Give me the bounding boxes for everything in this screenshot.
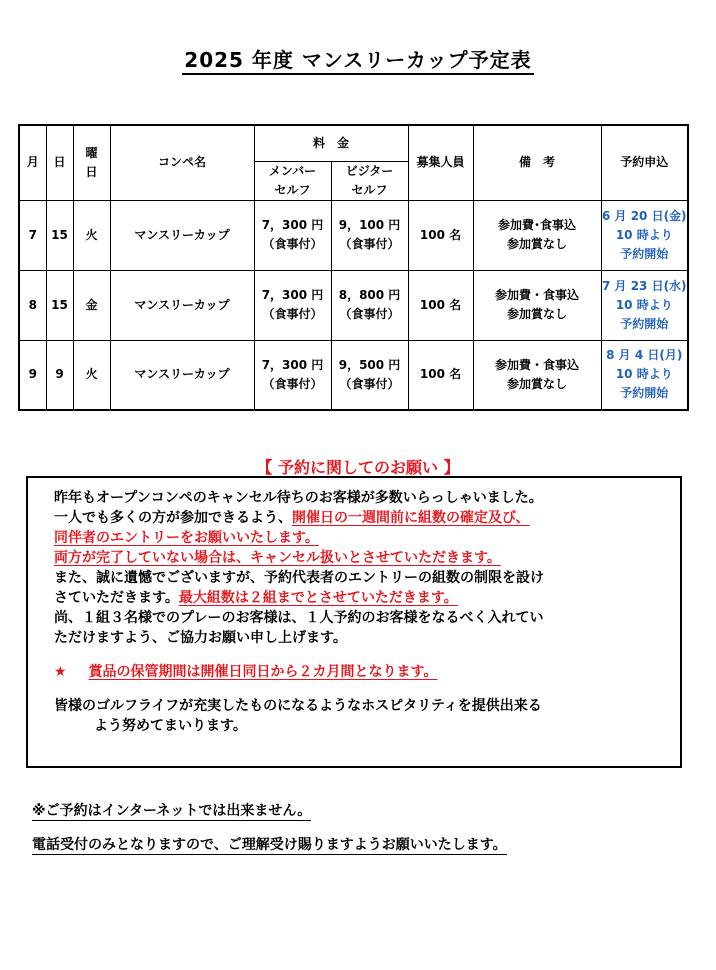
notes-line: 参加賞なし xyxy=(507,376,568,391)
footer-text: 電話受付のみとなりますので、ご理解受け賜りますようお願いいたします。 xyxy=(32,837,507,853)
cell-competition: マンスリーカップ xyxy=(110,270,254,340)
notes-line: 参加費・食事込 xyxy=(495,357,580,372)
header-member: メンバー セルフ xyxy=(254,161,331,200)
notice-heading: 【 予約に関してのお願い 】 xyxy=(256,458,460,477)
header-capacity: 募集人員 xyxy=(408,125,473,200)
fee-meal: （食事付） xyxy=(262,237,323,251)
fee-meal: （食事付） xyxy=(262,376,323,391)
notes-line: 参加賞なし xyxy=(507,307,568,321)
cell-reservation xyxy=(601,270,688,340)
notice-line xyxy=(54,528,666,548)
notice-star-line xyxy=(54,662,666,682)
fee-amount: 9，100 円 xyxy=(338,218,401,232)
schedule-table xyxy=(18,124,689,411)
table-row xyxy=(19,270,688,340)
cell-day: 9 xyxy=(46,340,73,410)
notice-line: また、誠に遺憾でございますが、予約代表者のエントリーの組数の制限を設け xyxy=(54,570,544,586)
notice-line: よう努めてまいります。 xyxy=(94,718,247,734)
notes-line: 参加費･食事込 xyxy=(498,218,577,232)
header-month: 月 xyxy=(19,125,46,200)
reservation-time: 10 時より xyxy=(615,227,673,242)
table-row xyxy=(19,340,688,410)
notice-highlight: 同伴者のエントリーをお願いいたします。 xyxy=(54,530,319,546)
footer-text: ※ご予約はインターネットでは出来ません。 xyxy=(32,803,312,819)
notice-line: 尚、１組３名様でのプレーのお客様は、１人予約のお客様をなるべく入れてい xyxy=(54,610,544,626)
cell-month: 8 xyxy=(19,270,46,340)
notes-line: 参加費・食事込 xyxy=(495,288,580,302)
cell-notes xyxy=(473,200,601,270)
fee-meal: （食事付） xyxy=(262,307,323,321)
reservation-start: 予約開始 xyxy=(620,246,669,261)
notice-highlight: 賞品の保管期間は開催日同日から２カ月間となります。 xyxy=(88,664,438,680)
fee-meal: （食事付） xyxy=(339,237,400,251)
header-fee: 料 金 xyxy=(254,125,408,161)
notice-line: ただけますよう、ご協力お願い申し上げます。 xyxy=(54,630,347,646)
cell-capacity: 100 名 xyxy=(408,340,473,410)
cell-visitor-fee xyxy=(331,270,408,340)
cell-visitor-fee xyxy=(331,200,408,270)
cell-weekday: 火 xyxy=(73,200,110,270)
cell-competition: マンスリーカップ xyxy=(110,200,254,270)
fee-amount: 7，300 円 xyxy=(261,357,324,372)
fee-amount: 8，800 円 xyxy=(338,288,401,302)
header-row-1 xyxy=(19,125,688,161)
header-reservation: 予約申込 xyxy=(601,125,688,200)
cell-reservation xyxy=(601,200,688,270)
notice-line xyxy=(54,548,666,568)
cell-day: 15 xyxy=(46,200,73,270)
cell-reservation xyxy=(601,340,688,410)
notice-text: さていただきます。 xyxy=(54,590,179,606)
cell-month: 7 xyxy=(19,200,46,270)
cell-capacity: 100 名 xyxy=(408,200,473,270)
cell-weekday: 金 xyxy=(73,270,110,340)
star-icon: ★ xyxy=(54,664,67,680)
footer-note-2 xyxy=(32,834,507,854)
reservation-date: 6 月 20 日(金) xyxy=(601,208,687,223)
table-row xyxy=(19,200,688,270)
notice-highlight: 開催日の一週間前に組数の確定及び、 xyxy=(292,510,530,526)
cell-day: 15 xyxy=(46,270,73,340)
page-title-text: 2025 年度 マンスリーカップ予定表 xyxy=(182,48,533,75)
notice-highlight: 両方が完了していない場合は、キャンセル扱いとさせていただきます。 xyxy=(54,550,501,566)
cell-capacity: 100 名 xyxy=(408,270,473,340)
header-competition: コンペ名 xyxy=(110,125,254,200)
notice-text: 一人でも多くの方が参加できるよう、 xyxy=(54,510,292,526)
cell-member-fee xyxy=(254,270,331,340)
cell-weekday: 火 xyxy=(73,340,110,410)
reservation-start: 予約開始 xyxy=(620,316,669,331)
notice-box xyxy=(26,476,682,768)
header-day: 日 xyxy=(46,125,73,200)
header-weekday: 曜 日 xyxy=(73,125,110,200)
cell-notes xyxy=(473,340,601,410)
reservation-date: 7 月 23 日(水) xyxy=(601,278,687,293)
header-notes: 備 考 xyxy=(473,125,601,200)
notice-line: 昨年もオープンコンペのキャンセル待ちのお客様が多数いらっしゃいました。 xyxy=(54,490,543,506)
cell-month: 9 xyxy=(19,340,46,410)
page-title xyxy=(0,44,716,73)
cell-member-fee xyxy=(254,200,331,270)
cell-competition: マンスリーカップ xyxy=(110,340,254,410)
cell-notes xyxy=(473,270,601,340)
footer-note-1 xyxy=(32,800,311,820)
fee-amount: 9，500 円 xyxy=(338,357,401,372)
header-visitor: ビジター セルフ xyxy=(331,161,408,200)
reservation-time: 10 時より xyxy=(615,367,673,382)
cell-member-fee xyxy=(254,340,331,410)
notice-highlight: 最大組数は２組までとさせていただきます。 xyxy=(178,590,458,606)
fee-meal: （食事付） xyxy=(339,376,400,391)
reservation-date: 8 月 4 日(月) xyxy=(606,348,683,363)
notes-line: 参加賞なし xyxy=(507,237,568,251)
notice-line xyxy=(54,588,666,608)
notice-line xyxy=(54,508,666,528)
fee-meal: （食事付） xyxy=(339,307,400,321)
reservation-start: 予約開始 xyxy=(620,386,669,401)
cell-visitor-fee xyxy=(331,340,408,410)
fee-amount: 7，300 円 xyxy=(261,288,324,302)
notice-line: 皆様のゴルフライフが充実したものになるようなホスピタリティを提供出来る xyxy=(54,698,542,714)
fee-amount: 7，300 円 xyxy=(261,218,324,232)
reservation-time: 10 時より xyxy=(615,297,673,312)
